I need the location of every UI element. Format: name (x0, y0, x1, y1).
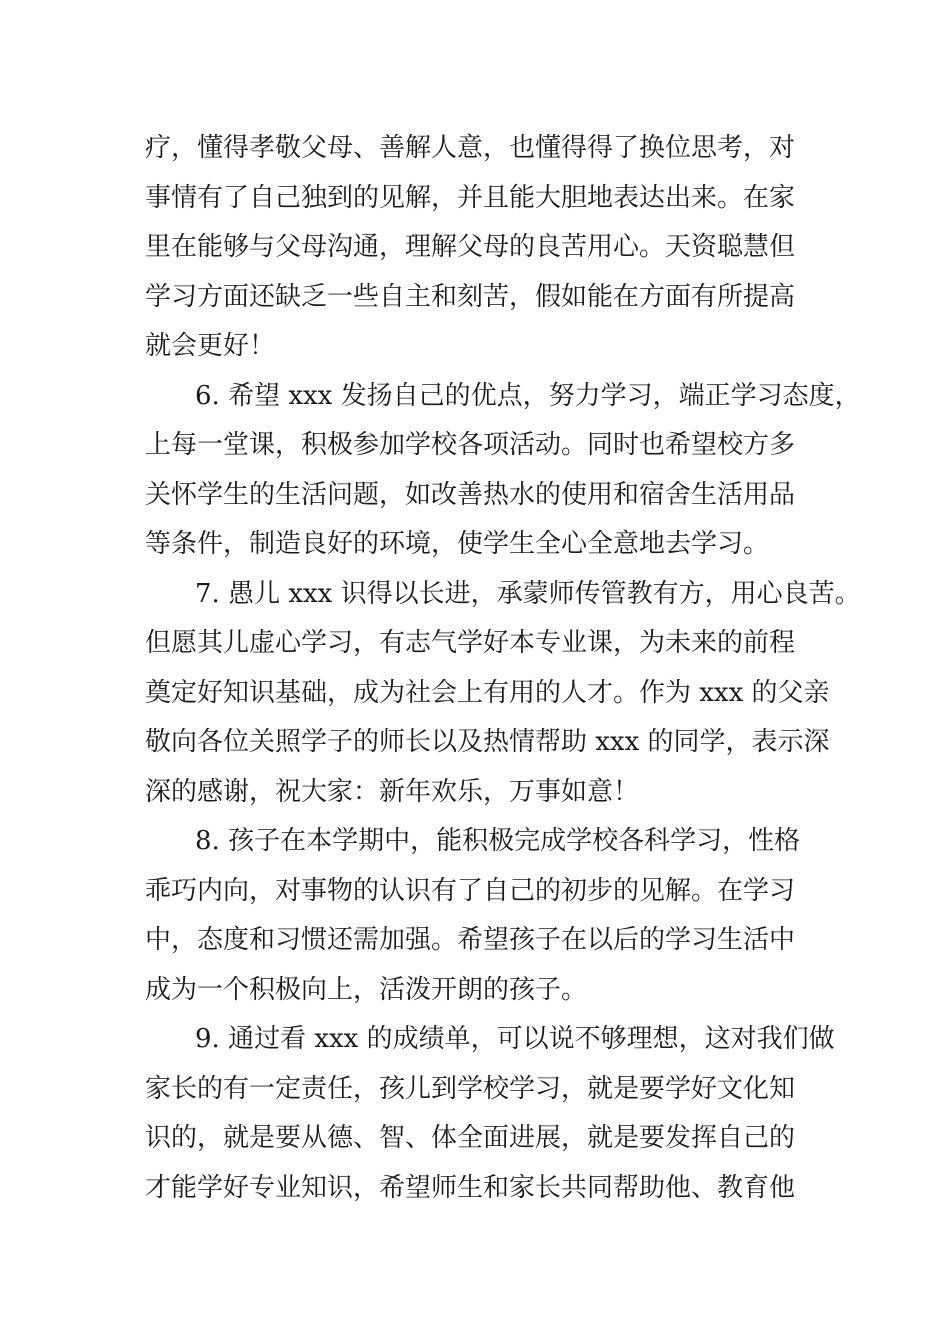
text-line: 成为一个积极向上，活泼开朗的孩子。 (145, 974, 588, 1005)
paragraph-7 (145, 570, 861, 818)
text-line: 敬向各位关照学子的师长以及热情帮助 xxx 的同学，表示深 (145, 727, 830, 757)
text-line: 8. 孩子在本学期中，能积极完成学校各科学习，性格 (195, 826, 801, 856)
paragraph-8 (145, 817, 815, 1015)
paragraph-9 (145, 1015, 835, 1213)
text-line: 识的，就是要从德、智、体全面进展，就是要发挥自己的 (145, 1123, 796, 1153)
text-line: 学习方面还缺乏一些自主和刻苦，假如能在方面有所提高 (145, 281, 796, 312)
text-line: 才能学好专业知识，希望师生和家长共同帮助他、教育他 (145, 1172, 796, 1203)
text-line: 7. 愚儿 xxx 识得以长进，承蒙师传管教有方，用心良苦。 (195, 578, 861, 609)
text-line: 9. 通过看 xxx 的成绩单，可以说不够理想，这对我们做 (195, 1024, 835, 1054)
text-line: 关怀学生的生活问题，如改善热水的使用和宿舍生活用品 (145, 479, 796, 510)
text-line: 乖巧内向，对事物的认识有了自己的初步的见解。在学习 (145, 875, 796, 906)
text-line: 奠定好知识基础，成为社会上有用的人才。作为 xxx 的父亲 (145, 677, 830, 708)
text-line: 6. 希望 xxx 发扬自己的优点，努力学习，端正学习态度， (195, 380, 861, 411)
text-line: 家长的有一定责任，孩儿到学校学习，就是要学好文化知 (145, 1073, 796, 1104)
text-line: 事情有了自己独到的见解，并且能大胆地表达出来。在家 (145, 182, 796, 213)
text-line: 中，态度和习惯还需加强。希望孩子在以后的学习生活中 (145, 925, 796, 955)
text-line: 上每一堂课，积极参加学校各项活动。同时也希望校方多 (145, 430, 796, 460)
document-body (145, 124, 861, 1213)
text-line: 里在能够与父母沟通，理解父母的良苦用心。天资聪慧但 (145, 232, 796, 262)
text-line: 但愿其儿虚心学习，有志气学好本专业课，为未来的前程 (145, 628, 796, 658)
text-line: 疗，懂得孝敬父母、善解人意，也懂得得了换位思考，对 (145, 133, 796, 163)
text-line: 就会更好！ (145, 331, 276, 361)
paragraph-6 (145, 372, 861, 570)
text-line: 深的感谢，祝大家：新年欢乐，万事如意！ (145, 776, 640, 807)
text-line: 等条件，制造良好的环境，使学生全心全意地去学习。 (145, 529, 770, 559)
paragraph-continued (145, 124, 815, 372)
